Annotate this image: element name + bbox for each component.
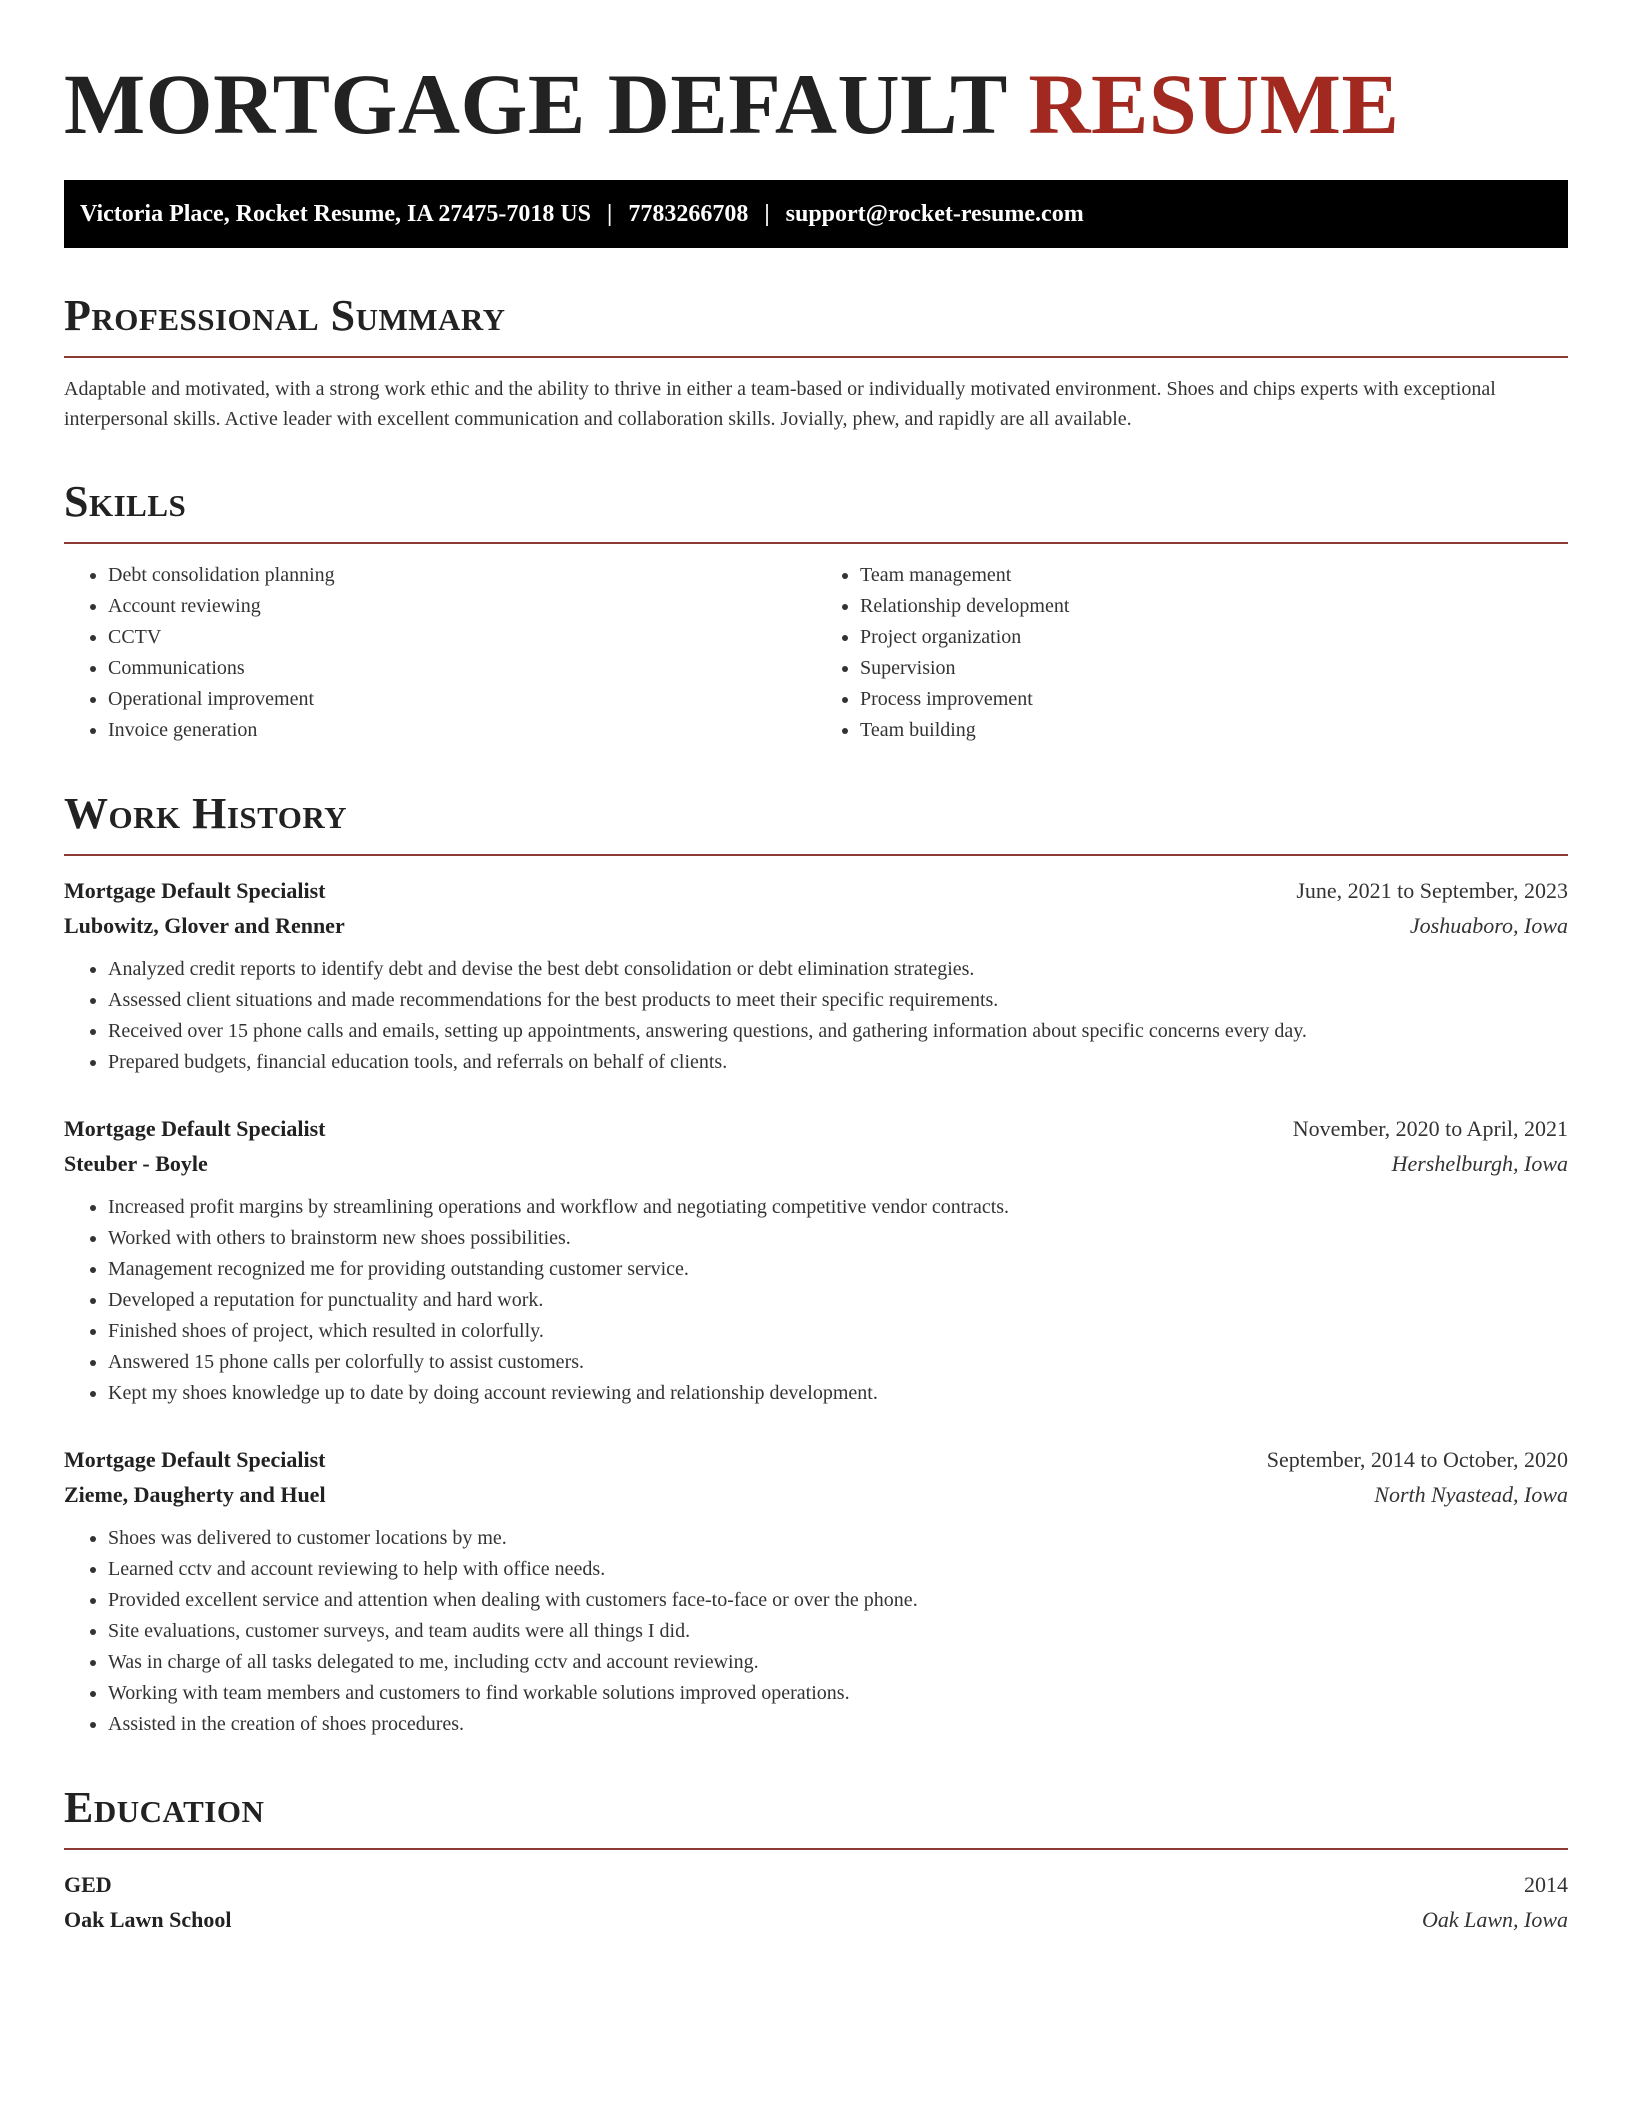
contact-address: Victoria Place, Rocket Resume, IA 27475-7018 US	[80, 200, 592, 227]
section-divider	[64, 1848, 1568, 1850]
title-main: MORTGAGE DEFAULT	[64, 56, 1007, 152]
skill-item: • Project organization	[860, 622, 1568, 653]
education-year: 2014	[1524, 1872, 1568, 1897]
job-employer: Lubowitz, Glover and Renner	[64, 913, 345, 938]
job-title: Mortgage Default Specialist	[64, 1447, 326, 1472]
job-dates: June, 2021 to September, 2023	[1296, 878, 1568, 903]
job-duties	[64, 1523, 1568, 1740]
job-duties	[64, 954, 1568, 1078]
duty-item: • Prepared budgets, financial education tools, and referrals on behalf of clients.	[108, 1047, 1568, 1078]
title-accent: RESUME	[1028, 56, 1400, 152]
job-employer: Zieme, Daugherty and Huel	[64, 1482, 326, 1507]
section-divider	[64, 356, 1568, 358]
job-dates: September, 2014 to October, 2020	[1266, 1447, 1568, 1472]
skill-item: • Account reviewing	[108, 591, 816, 622]
job-location: Joshuaboro, Iowa	[1409, 913, 1568, 938]
job-title: Mortgage Default Specialist	[64, 878, 326, 903]
job-title: Mortgage Default Specialist	[64, 1116, 326, 1141]
job-duties	[64, 1192, 1568, 1409]
skill-item: • Invoice generation	[108, 715, 816, 746]
duty-item: • Increased profit margins by streamlining operations and workflow and negotiating competitive vendor contracts.	[108, 1192, 1568, 1223]
skill-item: • CCTV	[108, 622, 816, 653]
skill-item: • Supervision	[860, 653, 1568, 684]
job-dates: November, 2020 to April, 2021	[1292, 1116, 1568, 1141]
skill-item: • Operational improvement	[108, 684, 816, 715]
work-history-heading: Work History	[64, 789, 348, 838]
contact-separator: |	[607, 200, 613, 227]
duty-item: • Shoes was delivered to customer locations by me.	[108, 1523, 1568, 1554]
contact-bar	[64, 180, 1568, 248]
summary-text: Adaptable and motivated, with a strong work ethic and the ability to thrive in either a team-based or individually motivated environment. Shoes and chips experts with exceptional interpersonal skills. Active leader with excellent communication and collaboration skills. Jovially, phew, and rapidly are all available.	[64, 378, 1496, 430]
contact-separator: |	[764, 200, 770, 227]
contact-email: support@rocket-resume.com	[785, 200, 1084, 227]
skills-heading: Skills	[64, 477, 187, 526]
skills-list-right	[816, 560, 1568, 746]
education-degree: GED	[64, 1872, 112, 1897]
summary-heading: Professional Summary	[64, 291, 506, 340]
education-location: Oak Lawn, Iowa	[1421, 1907, 1568, 1932]
job-entry	[64, 1443, 1568, 1740]
job-location: North Nyastead, Iowa	[1374, 1482, 1568, 1507]
skill-item: • Relationship development	[860, 591, 1568, 622]
job-entry	[64, 1112, 1568, 1409]
job-entry	[64, 874, 1568, 1078]
summary-section	[64, 292, 1568, 434]
job-employer: Steuber - Boyle	[64, 1151, 208, 1176]
contact-phone: 7783266708	[628, 200, 749, 227]
duty-item: • Finished shoes of project, which resulted in colorfully.	[108, 1316, 1568, 1347]
duty-item: • Developed a reputation for punctuality and hard work.	[108, 1285, 1568, 1316]
section-divider	[64, 542, 1568, 544]
skill-item: • Process improvement	[860, 684, 1568, 715]
duty-item: • Assessed client situations and made recommendations for the best products to meet their specific requirements.	[108, 985, 1568, 1016]
duty-item: • Received over 15 phone calls and emails, setting up appointments, answering questions, and gathering information about specific concerns every day.	[108, 1016, 1568, 1047]
skill-item: • Team building	[860, 715, 1568, 746]
education-heading: Education	[64, 1783, 265, 1832]
education-entry	[64, 1868, 1568, 1938]
skills-section	[64, 478, 1568, 746]
duty-item: • Working with team members and customers to find workable solutions improved operations.	[108, 1678, 1568, 1709]
education-section	[64, 1784, 1568, 1938]
duty-item: • Management recognized me for providing outstanding customer service.	[108, 1254, 1568, 1285]
work-history-section	[64, 790, 1568, 1740]
skill-item: • Team management	[860, 560, 1568, 591]
education-school: Oak Lawn School	[64, 1907, 232, 1932]
duty-item: • Answered 15 phone calls per colorfully to assist customers.	[108, 1347, 1568, 1378]
skills-columns	[64, 560, 1568, 746]
duty-item: • Analyzed credit reports to identify debt and devise the best debt consolidation or debt elimination strategies.	[108, 954, 1568, 985]
duty-item: • Learned cctv and account reviewing to help with office needs.	[108, 1554, 1568, 1585]
duty-item: • Was in charge of all tasks delegated to me, including cctv and account reviewing.	[108, 1647, 1568, 1678]
skill-item: • Debt consolidation planning	[108, 560, 816, 591]
resume-title	[64, 58, 1568, 150]
job-location: Hershelburgh, Iowa	[1391, 1151, 1568, 1176]
section-divider	[64, 854, 1568, 856]
duty-item: • Site evaluations, customer surveys, and team audits were all things I did.	[108, 1616, 1568, 1647]
duty-item: • Kept my shoes knowledge up to date by doing account reviewing and relationship development.	[108, 1378, 1568, 1409]
duty-item: • Assisted in the creation of shoes procedures.	[108, 1709, 1568, 1740]
duty-item: • Provided excellent service and attention when dealing with customers face-to-face or over the phone.	[108, 1585, 1568, 1616]
skills-list-left	[64, 560, 816, 746]
duty-item: • Worked with others to brainstorm new shoes possibilities.	[108, 1223, 1568, 1254]
skill-item: • Communications	[108, 653, 816, 684]
